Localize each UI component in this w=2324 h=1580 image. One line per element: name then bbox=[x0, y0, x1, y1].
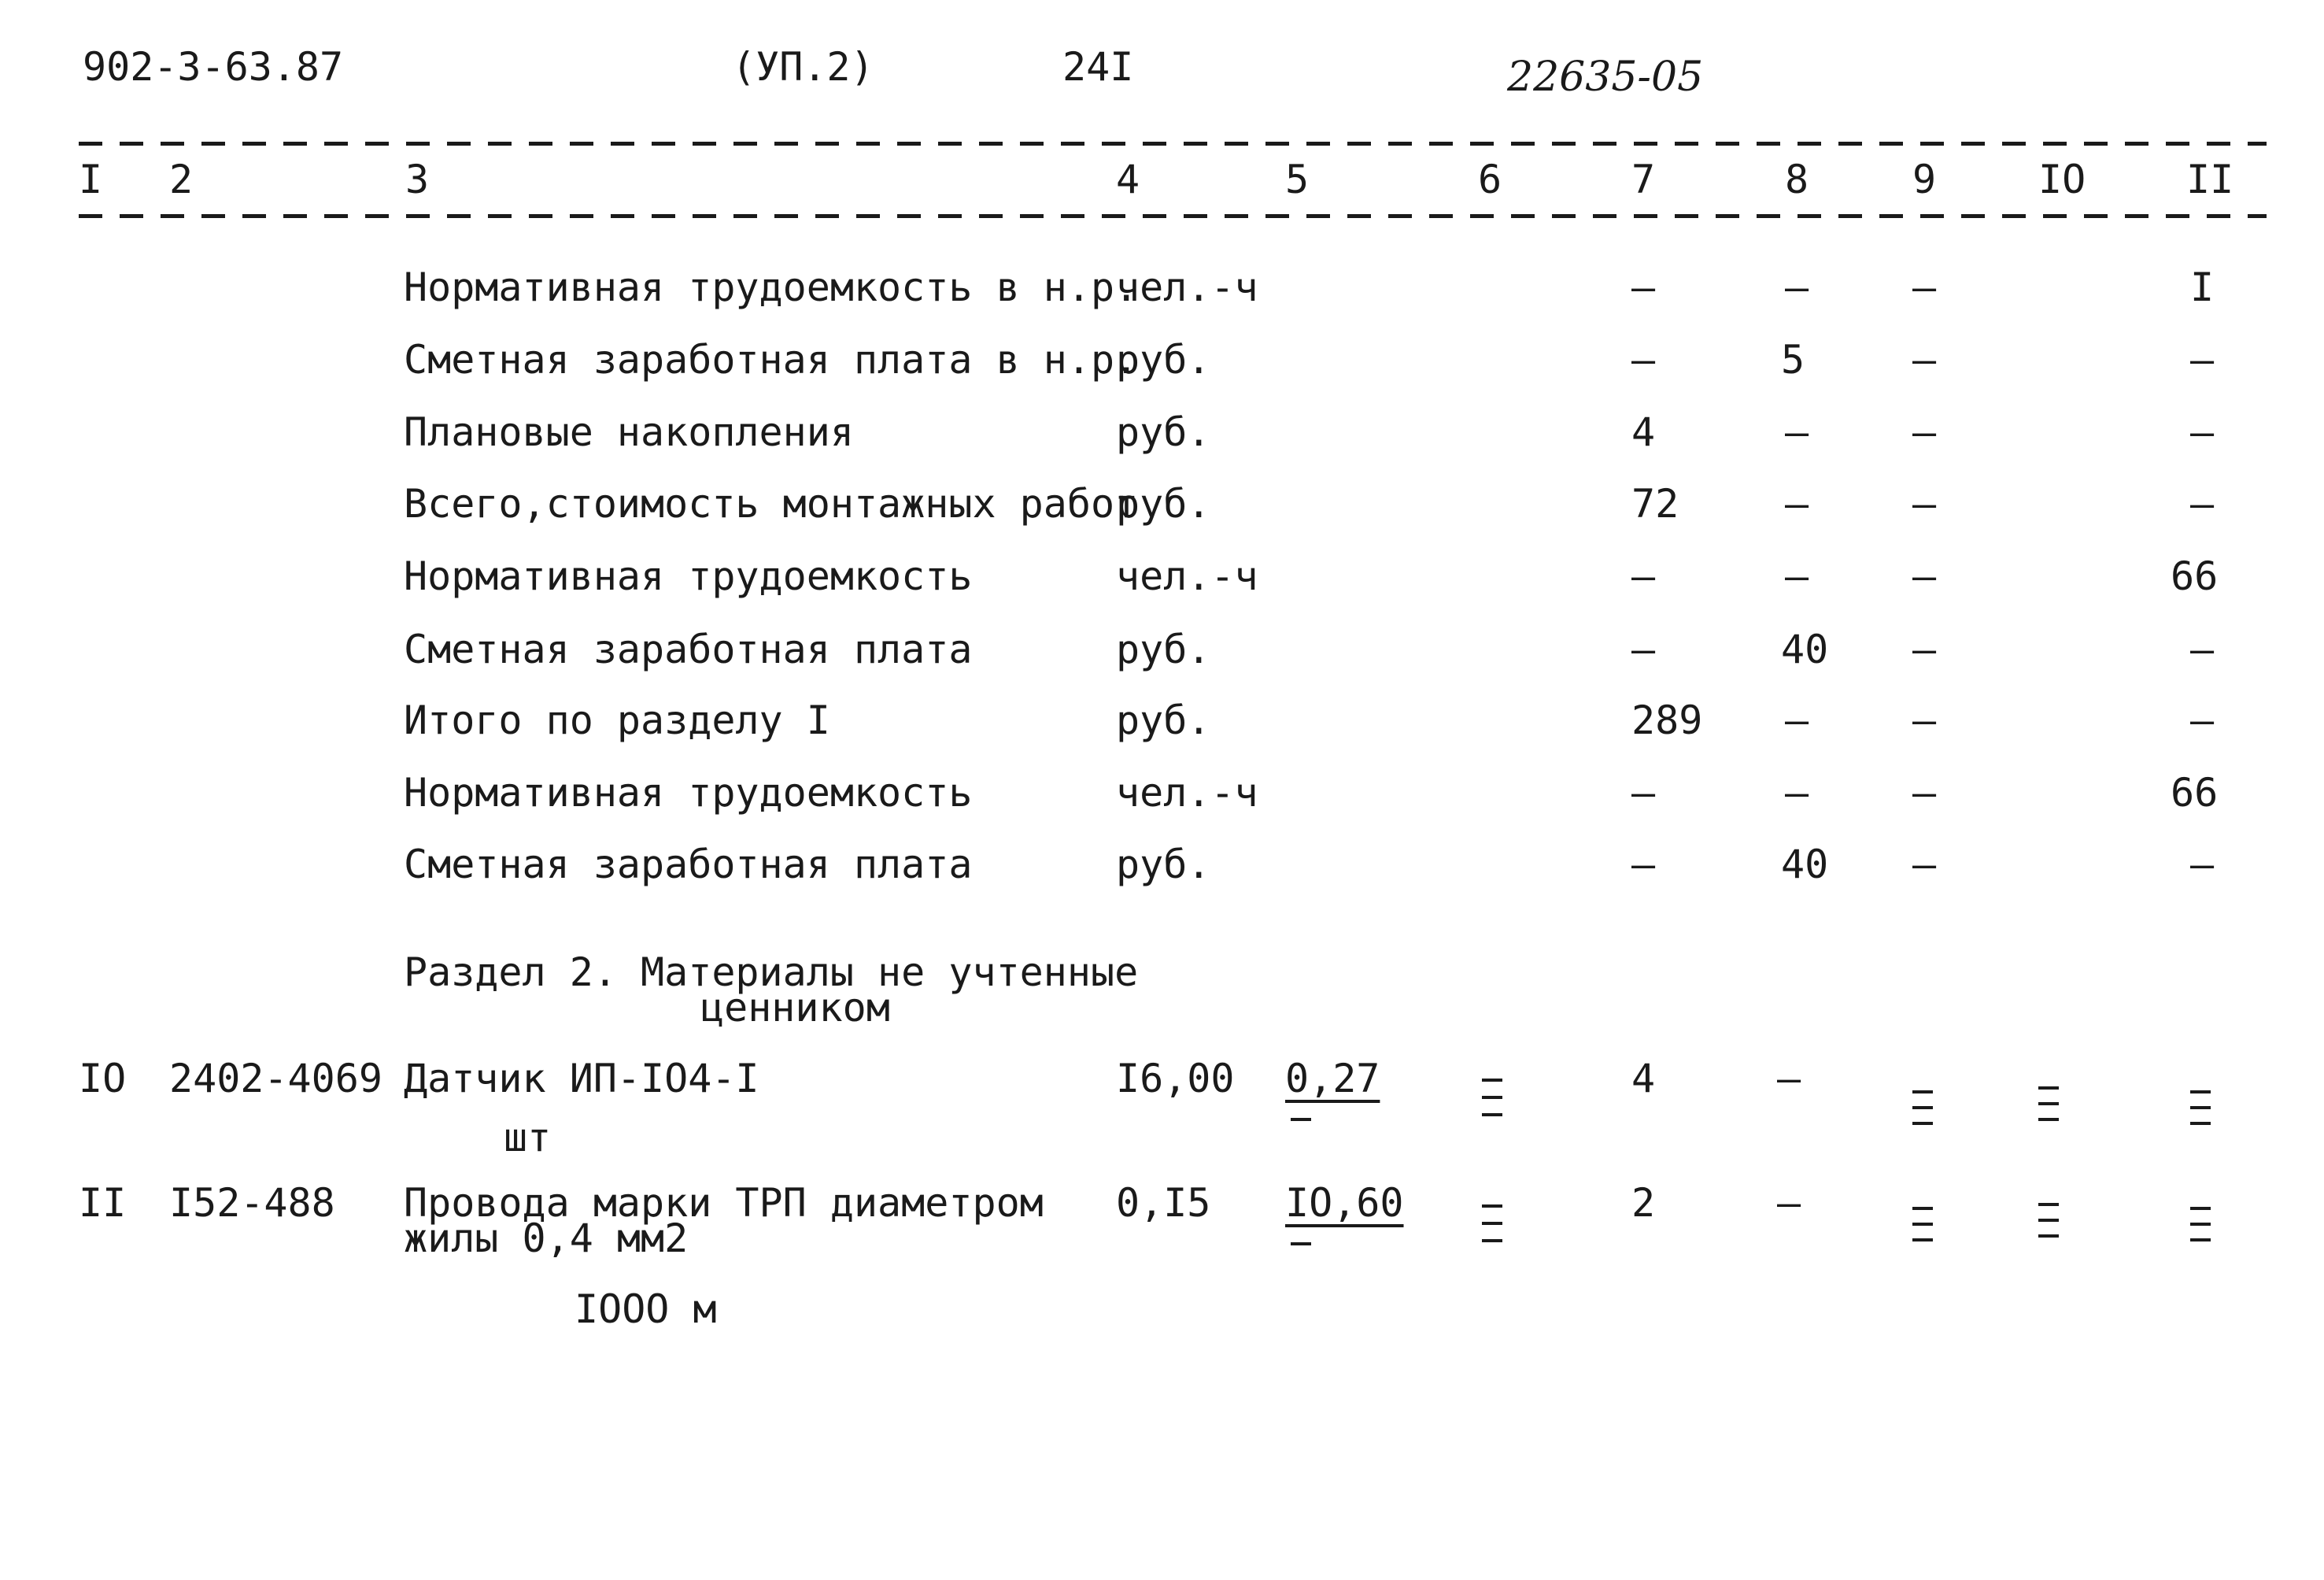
row-col8: – bbox=[1785, 770, 1809, 816]
column-header-11: II bbox=[2186, 157, 2234, 202]
inventory-number: 22635-05 bbox=[1507, 54, 1704, 101]
row-col9: – bbox=[1912, 265, 1937, 310]
row-col8: 40 bbox=[1781, 627, 1829, 672]
row-unit: руб. bbox=[1116, 337, 1211, 383]
section-title-line2: ценником bbox=[700, 985, 890, 1031]
row-col11: I bbox=[2190, 265, 2215, 310]
item-unit: шт bbox=[504, 1115, 552, 1160]
row-col11: – bbox=[2190, 697, 2215, 743]
page-number: 24I bbox=[1062, 44, 1134, 90]
item-total: 4 bbox=[1631, 1056, 1656, 1101]
row-col9: – bbox=[1912, 337, 1937, 383]
row-label: Сметная заработная плата bbox=[404, 627, 973, 672]
row-label: Всего,стоимость монтажных работ bbox=[404, 481, 1139, 527]
column-header-4: 4 bbox=[1116, 157, 1140, 202]
item-col8: – bbox=[1777, 1056, 1801, 1101]
row-col11: – bbox=[2190, 842, 2215, 887]
row-unit: руб. bbox=[1116, 697, 1211, 743]
column-header-1: I bbox=[79, 157, 103, 202]
row-col9: – bbox=[1912, 842, 1937, 887]
row-col11: – bbox=[2190, 481, 2215, 527]
item-col8: – bbox=[1777, 1180, 1801, 1226]
row-unit: руб. bbox=[1116, 409, 1211, 455]
row-col9: – bbox=[1912, 770, 1937, 816]
row-unit: чел.-ч bbox=[1116, 265, 1258, 310]
item-name: Датчик ИП-IO4-I bbox=[404, 1056, 759, 1101]
row-col11: – bbox=[2190, 337, 2215, 383]
volume-label: (УП.2) bbox=[732, 44, 874, 90]
header-rule-top bbox=[79, 142, 2267, 146]
header-rule-bottom bbox=[79, 214, 2267, 218]
row-col7: – bbox=[1631, 265, 1656, 310]
column-header-2: 2 bbox=[169, 157, 194, 202]
row-col7: 289 bbox=[1631, 697, 1703, 743]
row-unit: чел.-ч bbox=[1116, 553, 1258, 599]
item-name: Провода марки ТРП диаметром bbox=[404, 1180, 1044, 1226]
row-label: Нормативная трудоемкость bbox=[404, 553, 973, 599]
row-label: Нормативная трудоемкость bbox=[404, 770, 973, 816]
row-col7: 72 bbox=[1631, 481, 1679, 527]
row-col8: – bbox=[1785, 409, 1809, 455]
document-code: 902-3-63.87 bbox=[83, 44, 344, 90]
row-col8: 5 bbox=[1781, 337, 1805, 383]
row-col8: – bbox=[1785, 265, 1809, 310]
item-code: I52-488 bbox=[169, 1180, 335, 1226]
row-col7: – bbox=[1631, 770, 1656, 816]
column-header-7: 7 bbox=[1631, 157, 1656, 202]
row-col9: – bbox=[1912, 409, 1937, 455]
row-col9: – bbox=[1912, 697, 1937, 743]
item-total: 2 bbox=[1631, 1180, 1656, 1226]
row-label: Сметная заработная плата в н.р. bbox=[404, 337, 1139, 383]
row-label: Плановые накопления bbox=[404, 409, 854, 455]
item-unit: IOOO м bbox=[575, 1286, 717, 1332]
row-col7: 4 bbox=[1631, 409, 1656, 455]
row-unit: руб. bbox=[1116, 842, 1211, 887]
row-label: Нормативная трудоемкость в н.р. bbox=[404, 265, 1139, 310]
row-col11: 66 bbox=[2171, 770, 2219, 816]
row-col8: 40 bbox=[1781, 842, 1829, 887]
column-header-8: 8 bbox=[1785, 157, 1809, 202]
column-header-5: 5 bbox=[1285, 157, 1310, 202]
column-header-9: 9 bbox=[1912, 157, 1937, 202]
row-col9: – bbox=[1912, 553, 1937, 599]
row-col9: – bbox=[1912, 481, 1937, 527]
row-col11: – bbox=[2190, 627, 2215, 672]
item-price: 0,27 bbox=[1285, 1056, 1380, 1101]
item-number: IO bbox=[79, 1056, 127, 1101]
column-header-6: 6 bbox=[1478, 157, 1502, 202]
row-col7: – bbox=[1631, 842, 1656, 887]
row-col7: – bbox=[1631, 553, 1656, 599]
row-col11: – bbox=[2190, 409, 2215, 455]
item-qty: I6,00 bbox=[1116, 1056, 1235, 1101]
row-col7: – bbox=[1631, 337, 1656, 383]
row-unit: руб. bbox=[1116, 481, 1211, 527]
column-header-3: 3 bbox=[405, 157, 430, 202]
column-header-10: IO bbox=[2038, 157, 2086, 202]
item-number: II bbox=[79, 1180, 127, 1226]
item-code: 2402-4069 bbox=[169, 1056, 382, 1101]
row-unit: чел.-ч bbox=[1116, 770, 1258, 816]
item-qty: 0,I5 bbox=[1116, 1180, 1211, 1226]
row-col8: – bbox=[1785, 481, 1809, 527]
item-name-cont: жилы 0,4 мм2 bbox=[404, 1216, 689, 1261]
row-label: Итого по разделу I bbox=[404, 697, 830, 743]
row-col7: – bbox=[1631, 627, 1656, 672]
section-title-line1: Раздел 2. Материалы не учтенные bbox=[404, 949, 1139, 995]
row-unit: руб. bbox=[1116, 627, 1211, 672]
row-col8: – bbox=[1785, 697, 1809, 743]
row-col11: 66 bbox=[2171, 553, 2219, 599]
item-price: IO,60 bbox=[1285, 1180, 1404, 1226]
row-col9: – bbox=[1912, 627, 1937, 672]
row-col8: – bbox=[1785, 553, 1809, 599]
row-label: Сметная заработная плата bbox=[404, 842, 973, 887]
